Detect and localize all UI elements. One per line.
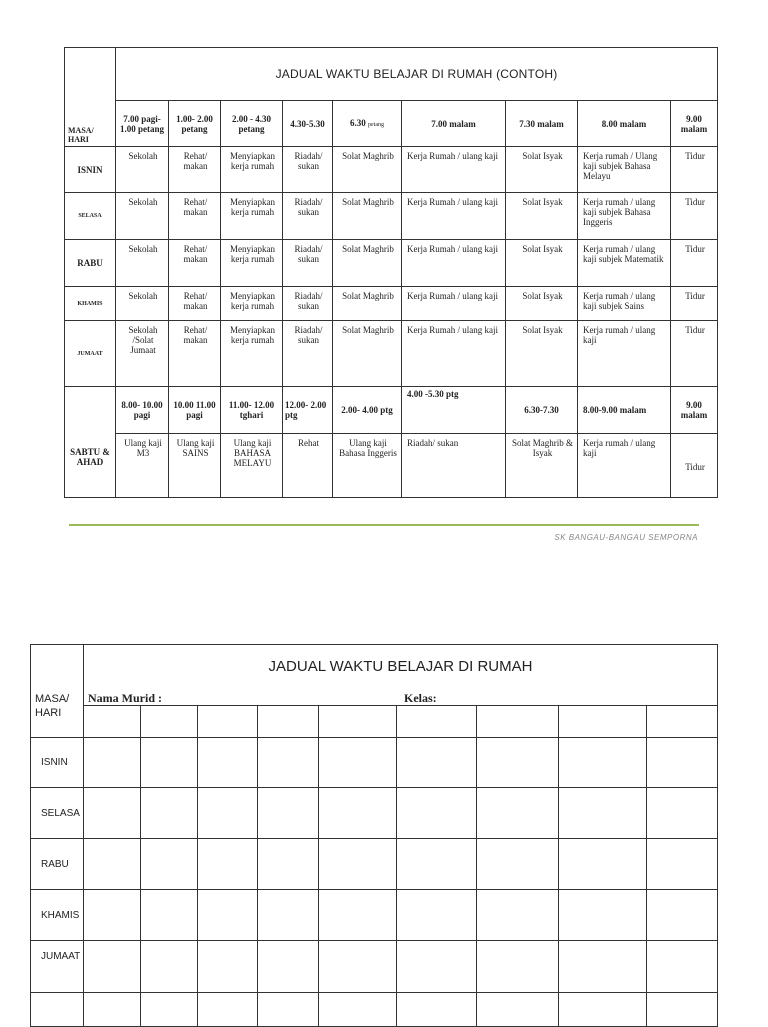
schedule-cell: Riadah/ sukan [283, 240, 333, 287]
schedule-cell: Kerja rumah / ulang kaji subjek Sains [578, 287, 671, 321]
schedule-cell: Sekolah [116, 147, 169, 193]
blank-header-cell [198, 706, 258, 738]
schedule-cell: Menyiapkan kerja rumah [221, 287, 283, 321]
schedule-cell: Menyiapkan kerja rumah [221, 240, 283, 287]
blank-cell[interactable] [647, 839, 718, 890]
blank-cell[interactable] [647, 788, 718, 839]
weekend-time-header: 10.00 11.00 pagi [169, 387, 221, 434]
blank-cell[interactable] [84, 993, 141, 1027]
sample-title: JADUAL WAKTU BELAJAR DI RUMAH (CONTOH) [116, 48, 718, 101]
kelas-label: Kelas: [404, 691, 437, 705]
schedule-cell: Solat Isyak [506, 240, 578, 287]
blank-cell[interactable] [559, 738, 647, 788]
schedule-cell: Tidur [671, 147, 718, 193]
schedule-cell: Rehat/ makan [169, 240, 221, 287]
weekend-time-header: 12.00- 2.00 ptg [283, 387, 333, 434]
weekend-time-header: 8.00- 10.00 pagi [116, 387, 169, 434]
blank-cell[interactable] [198, 788, 258, 839]
blank-day-label: KHAMIS [31, 890, 84, 941]
blank-cell[interactable] [258, 941, 319, 993]
blank-cell[interactable] [319, 993, 397, 1027]
blank-cell[interactable] [141, 738, 198, 788]
blank-masa-hari-label: MASA/ HARI [31, 645, 84, 738]
weekend-cell: Tidur [671, 434, 718, 498]
blank-cell[interactable] [84, 738, 141, 788]
weekend-time-header: 11.00- 12.00 tghari [221, 387, 283, 434]
blank-cell[interactable] [84, 788, 141, 839]
weekend-time-header: 4.00 -5.30 ptg [402, 387, 506, 434]
weekend-cell: Riadah/ sukan [402, 434, 506, 498]
blank-cell[interactable] [319, 738, 397, 788]
blank-cell[interactable] [559, 993, 647, 1027]
blank-header-cell [141, 706, 198, 738]
weekend-time-header: 2.00- 4.00 ptg [333, 387, 402, 434]
weekend-time-header: 8.00-9.00 malam [578, 387, 671, 434]
blank-cell[interactable] [84, 941, 141, 993]
blank-cell[interactable] [477, 839, 559, 890]
time-header: 7.30 malam [506, 101, 578, 147]
schedule-cell: Solat Isyak [506, 287, 578, 321]
weekend-time-header: 9.00 malam [671, 387, 718, 434]
schedule-cell: Solat Maghrib [333, 321, 402, 387]
day-label: KHAMIS [65, 287, 116, 321]
schedule-cell: Solat Maghrib [333, 287, 402, 321]
schedule-cell: Sekolah [116, 193, 169, 240]
schedule-cell: Menyiapkan kerja rumah [221, 321, 283, 387]
schedule-cell: Solat Isyak [506, 147, 578, 193]
schedule-cell: Kerja rumah / ulang kaji [578, 321, 671, 387]
blank-cell[interactable] [647, 941, 718, 993]
weekday-rows [65, 147, 718, 387]
schedule-cell: Solat Maghrib [333, 240, 402, 287]
blank-cell[interactable] [397, 788, 477, 839]
time-header: 8.00 malam [578, 101, 671, 147]
weekend-cell: Ulang kaji SAINS [169, 434, 221, 498]
blank-cell[interactable] [141, 993, 198, 1027]
day-label: ISNIN [65, 147, 116, 193]
blank-cell[interactable] [559, 788, 647, 839]
blank-cell[interactable] [477, 788, 559, 839]
school-footer: SK BANGAU-BANGAU SEMPORNA [554, 533, 698, 542]
blank-cell[interactable] [141, 941, 198, 993]
blank-cell[interactable] [397, 941, 477, 993]
time-header: 9.00 malam [671, 101, 718, 147]
schedule-cell: Kerja rumah / Ulang kaji subjek Bahasa Melayu [578, 147, 671, 193]
day-label: SELASA [65, 193, 116, 240]
schedule-cell: Riadah/ sukan [283, 287, 333, 321]
blank-day-label [31, 993, 84, 1027]
blank-cell[interactable] [84, 890, 141, 941]
weekend-cell: Ulang kaji BAHASA MELAYU [221, 434, 283, 498]
weekend-cell: Ulang kaji M3 [116, 434, 169, 498]
blank-cell[interactable] [258, 788, 319, 839]
weekend-time-header: 6.30-7.30 [506, 387, 578, 434]
blank-cell[interactable] [198, 993, 258, 1027]
blank-cell[interactable] [559, 839, 647, 890]
time-header-630 [333, 101, 402, 147]
weekend-cell: Kerja rumah / ulang kaji [578, 434, 671, 498]
blank-cell[interactable] [647, 738, 718, 788]
schedule-cell: Solat Maghrib [333, 147, 402, 193]
day-label: RABU [65, 240, 116, 287]
schedule-cell: Riadah/ sukan [283, 147, 333, 193]
petang-label: petang [368, 121, 384, 128]
schedule-cell: Tidur [671, 240, 718, 287]
blank-cell[interactable] [198, 890, 258, 941]
blank-header-cell [84, 706, 141, 738]
schedule-cell: Tidur [671, 321, 718, 387]
blank-cell[interactable] [258, 839, 319, 890]
blank-header-cell [397, 706, 477, 738]
blank-cell[interactable] [647, 993, 718, 1027]
blank-rows [31, 738, 718, 1027]
blank-header-cell [477, 706, 559, 738]
schedule-cell: Sekolah /Solat Jumaat [116, 321, 169, 387]
blank-cell[interactable] [319, 941, 397, 993]
day-label: JUMAAT [65, 321, 116, 387]
blank-cell[interactable] [477, 993, 559, 1027]
footer-divider [69, 524, 699, 526]
blank-cell[interactable] [198, 738, 258, 788]
blank-cell[interactable] [198, 839, 258, 890]
schedule-cell: Rehat/ makan [169, 147, 221, 193]
schedule-cell: Riadah/ sukan [283, 321, 333, 387]
time-header: 1.00- 2.00 petang [169, 101, 221, 147]
schedule-cell: Solat Maghrib [333, 193, 402, 240]
time-header: 2.00 - 4.30 petang [221, 101, 283, 147]
schedule-cell: Sekolah [116, 240, 169, 287]
blank-cell[interactable] [141, 788, 198, 839]
time-header: 7.00 pagi- 1.00 petang [116, 101, 169, 147]
blank-cell[interactable] [477, 738, 559, 788]
blank-cell[interactable] [141, 839, 198, 890]
blank-day-label: ISNIN [31, 738, 84, 788]
blank-cell[interactable] [477, 941, 559, 993]
blank-cell[interactable] [397, 890, 477, 941]
weekend-cell: Ulang kaji Bahasa Inggeris [333, 434, 402, 498]
blank-title: JADUAL WAKTU BELAJAR DI RUMAH [84, 645, 718, 706]
blank-header-cell [319, 706, 397, 738]
time-header: 4.30-5.30 [283, 101, 333, 147]
blank-cell[interactable] [198, 941, 258, 993]
blank-cell[interactable] [559, 941, 647, 993]
schedule-cell: Rehat/ makan [169, 287, 221, 321]
blank-cell[interactable] [84, 839, 141, 890]
blank-cell[interactable] [397, 993, 477, 1027]
blank-cell[interactable] [397, 839, 477, 890]
blank-cell[interactable] [319, 839, 397, 890]
schedule-cell: Kerja Rumah / ulang kaji [402, 321, 506, 387]
blank-cell[interactable] [319, 890, 397, 941]
nama-murid-label: Nama Murid : [88, 691, 162, 705]
blank-cell[interactable] [141, 890, 198, 941]
time-header-value: 6.30 [350, 117, 366, 128]
blank-day-label: RABU [31, 839, 84, 890]
weekend-cell: Rehat [283, 434, 333, 498]
schedule-cell: Kerja Rumah / ulang kaji [402, 193, 506, 240]
schedule-cell: Tidur [671, 287, 718, 321]
blank-header-cell [559, 706, 647, 738]
schedule-cell: Solat Isyak [506, 321, 578, 387]
schedule-cell: Kerja rumah / ulang kaji subjek Matematik [578, 240, 671, 287]
blank-cell[interactable] [258, 993, 319, 1027]
schedule-cell: Sekolah [116, 287, 169, 321]
blank-cell[interactable] [319, 788, 397, 839]
schedule-cell: Kerja Rumah / ulang kaji [402, 147, 506, 193]
schedule-cell: Rehat/ makan [169, 321, 221, 387]
schedule-cell: Kerja rumah / ulang kaji subjek Bahasa Inggeris [578, 193, 671, 240]
masa-hari-label: MASA/ HARI [65, 48, 116, 147]
time-header: 7.00 malam [402, 101, 506, 147]
sample-timetable [64, 47, 718, 498]
schedule-cell: Rehat/ makan [169, 193, 221, 240]
blank-header-cell [258, 706, 319, 738]
blank-header-cell [647, 706, 718, 738]
schedule-cell: Riadah/ sukan [283, 193, 333, 240]
blank-day-label: JUMAAT [31, 941, 84, 993]
blank-cell[interactable] [397, 738, 477, 788]
blank-cell[interactable] [477, 890, 559, 941]
blank-day-label: SELASA [31, 788, 84, 839]
day-label-weekend: SABTU & AHAD [65, 387, 116, 498]
blank-cell[interactable] [258, 738, 319, 788]
schedule-cell: Tidur [671, 193, 718, 240]
schedule-cell: Menyiapkan kerja rumah [221, 147, 283, 193]
weekend-cell: Solat Maghrib & Isyak [506, 434, 578, 498]
blank-cell[interactable] [559, 890, 647, 941]
schedule-cell: Solat Isyak [506, 193, 578, 240]
schedule-cell: Kerja Rumah / ulang kaji [402, 240, 506, 287]
schedule-cell: Kerja Rumah / ulang kaji [402, 287, 506, 321]
blank-cell[interactable] [258, 890, 319, 941]
schedule-cell: Menyiapkan kerja rumah [221, 193, 283, 240]
blank-cell[interactable] [647, 890, 718, 941]
